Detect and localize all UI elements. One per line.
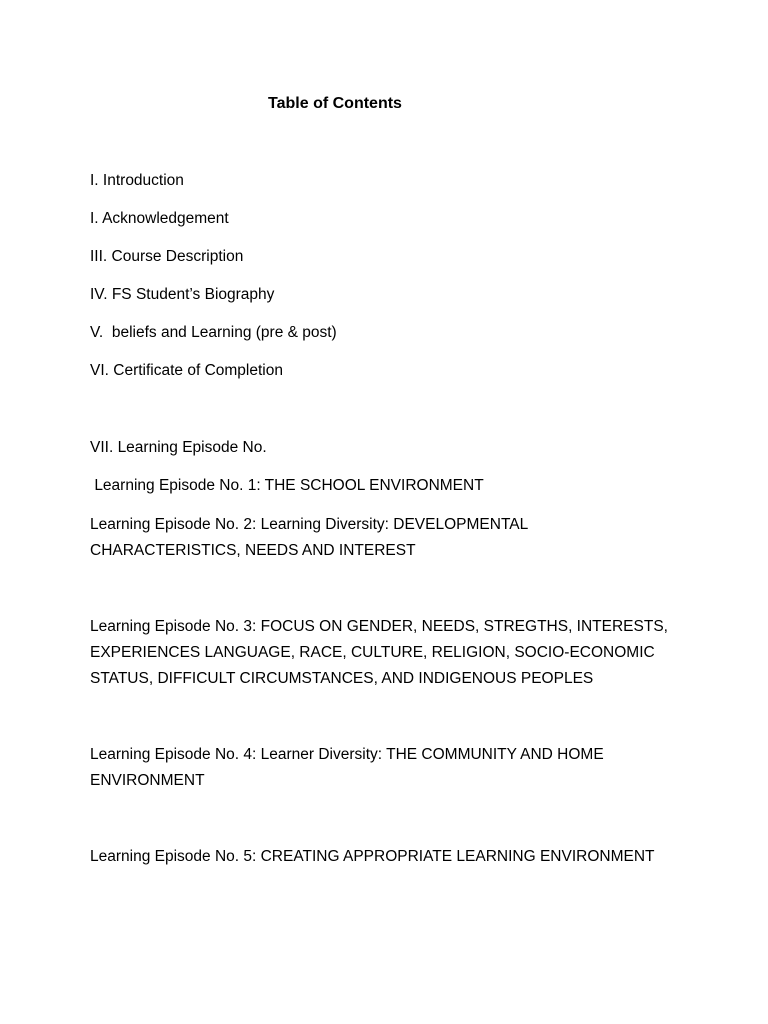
toc-entry-episode-2: Learning Episode No. 2: Learning Diversity: DEVELOPMENTAL CHARACTERISTICS, NEEDS AND INTEREST <box>90 516 532 559</box>
toc-entry-acknowledgement: I. Acknowledgement <box>90 210 229 227</box>
toc-entry-episode-4: Learning Episode No. 4: Learner Diversity: THE COMMUNITY AND HOME ENVIRONMENT <box>90 746 608 789</box>
toc-entry-beliefs-learning: V. beliefs and Learning (pre & post) <box>90 324 337 341</box>
toc-entry-student-biography: IV. FS Student’s Biography <box>90 286 275 303</box>
page-title: Table of Contents <box>268 95 402 112</box>
toc-entry-certificate: VI. Certificate of Completion <box>90 362 283 379</box>
toc-entry-learning-episodes: VII. Learning Episode No. <box>90 439 267 456</box>
toc-entry-episode-3: Learning Episode No. 3: FOCUS ON GENDER, NEEDS, STREGTHS, INTERESTS, EXPERIENCES LANGUAGE, RACE, CULTURE, RELIGION, SOCIO-ECONOMIC STATUS, DIFFICULT CIRCUMSTANCES, AND INDIGENOUS PEOPLES <box>90 618 673 687</box>
toc-entry-course-description: III. Course Description <box>90 248 244 265</box>
toc-entry-episode-1: Learning Episode No. 1: THE SCHOOL ENVIRONMENT <box>90 477 484 494</box>
toc-entry-episode-5: Learning Episode No. 5: CREATING APPROPRIATE LEARNING ENVIRONMENT <box>90 848 655 865</box>
toc-entry-introduction: I. Introduction <box>90 172 184 189</box>
